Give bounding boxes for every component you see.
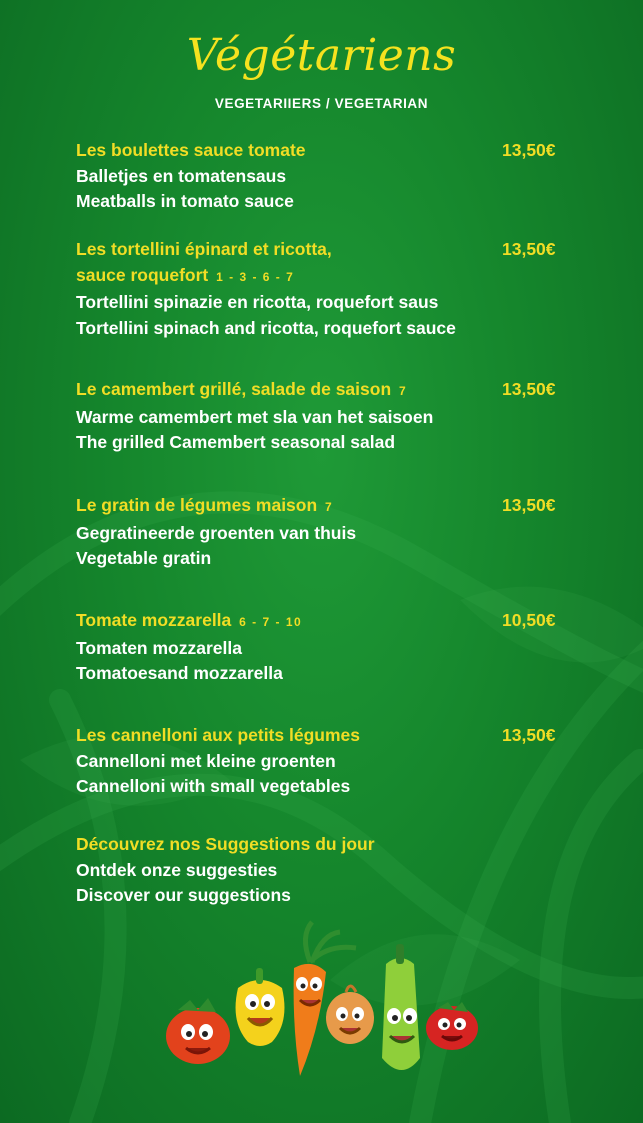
dish-name-en: Tomatoesand mozzarella bbox=[76, 663, 283, 683]
dish-name-en: Cannelloni with small vegetables bbox=[76, 776, 351, 796]
dish-name-en: The grilled Camembert seasonal salad bbox=[76, 432, 396, 452]
dish-name-nl: Cannelloni met kleine groenten bbox=[76, 750, 336, 771]
dish-price: 13,50€ bbox=[502, 140, 556, 160]
dish-name-fr: Le camembert grillé, salade de saison bbox=[76, 379, 392, 399]
dish-name-nl: Tortellini spinazie en ricotta, roquefort saus bbox=[76, 292, 439, 312]
dish-name-fr-row bbox=[76, 608, 576, 636]
dish-name-fr-row bbox=[76, 493, 576, 521]
menu-item bbox=[76, 237, 576, 341]
page-subtitle: VEGETARIIERS / VEGETARIAN bbox=[214, 96, 429, 111]
menu-item bbox=[76, 377, 576, 456]
dish-name-fr: Les boulettes sauce tomate bbox=[76, 140, 306, 160]
dish-name-fr: Les cannelloni aux petits légumes bbox=[76, 725, 360, 745]
dish-name-nl: Tomaten mozzarella bbox=[76, 637, 242, 658]
dish-name-en: Vegetable gratin bbox=[76, 548, 212, 568]
dish-name-nl: Warme camembert met sla van het saisoen bbox=[76, 406, 434, 427]
dish-name-nl: Gegratineerde groenten van thuis bbox=[76, 522, 357, 543]
bell-pepper-icon bbox=[236, 968, 285, 1046]
vegetables-illustration bbox=[160, 918, 490, 1088]
dish-price: 13,50€ bbox=[502, 239, 556, 259]
dish-name-fr: Tomate mozzarella bbox=[76, 610, 232, 630]
dish-price: 13,50€ bbox=[502, 379, 556, 399]
dish-name-fr: Les tortellini épinard et ricotta, bbox=[76, 239, 332, 259]
dish-name-fr-row bbox=[76, 377, 576, 405]
onion-icon bbox=[326, 986, 374, 1044]
dish-price: 10,50€ bbox=[502, 610, 556, 630]
allergen-codes: 1 - 3 - 6 - 7 bbox=[216, 269, 295, 284]
allergen-codes: 6 - 7 - 10 bbox=[239, 615, 303, 629]
dish-price: 13,50€ bbox=[502, 495, 556, 515]
dish-name-nl: Balletjes en tomatensaus bbox=[76, 165, 287, 186]
menu-item bbox=[76, 493, 576, 572]
dish-name-fr: Le gratin de légumes maison bbox=[76, 495, 318, 515]
page-title: Végétariens bbox=[186, 30, 457, 81]
menu-item bbox=[76, 138, 576, 215]
suggestions-nl: Ontdek onze suggesties bbox=[76, 859, 278, 880]
dish-name-fr-line2: sauce roquefort bbox=[76, 264, 209, 285]
suggestions-en: Discover our suggestions bbox=[76, 885, 291, 905]
menu-item bbox=[76, 608, 576, 687]
allergen-codes: 7 bbox=[325, 500, 334, 514]
dish-name-en: Meatballs in tomato sauce bbox=[76, 191, 294, 211]
suggestions-fr: Découvrez nos Suggestions du jour bbox=[76, 834, 375, 854]
dish-name-en: Tortellini spinach and ricotta, roquefort sauce bbox=[76, 317, 456, 338]
menu-item bbox=[76, 723, 576, 800]
dish-price: 13,50€ bbox=[502, 725, 556, 745]
tomato-icon bbox=[426, 1002, 478, 1050]
allergen-codes: 7 bbox=[399, 384, 408, 398]
suggestions-block bbox=[76, 832, 576, 909]
zucchini-icon bbox=[382, 944, 420, 1070]
tomato-icon bbox=[166, 998, 230, 1064]
dish-name-fr-cont bbox=[76, 263, 576, 291]
